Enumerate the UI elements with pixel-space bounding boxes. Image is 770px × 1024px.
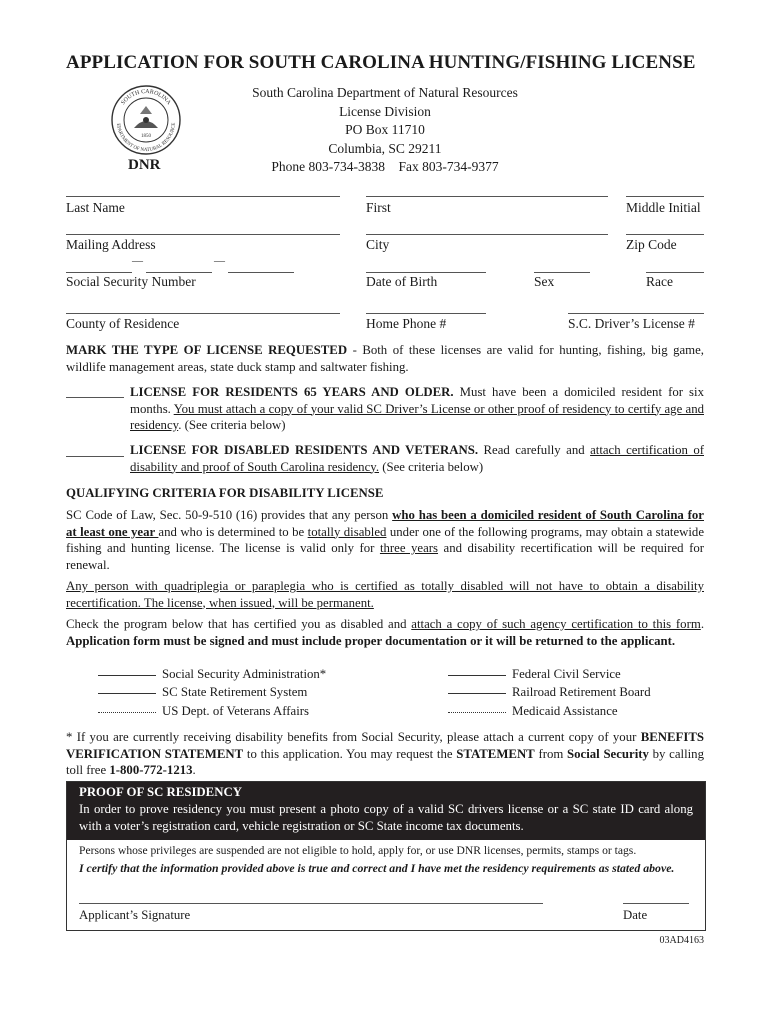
seal-ring-top: SOUTH CAROLINA [120,88,172,107]
program-ssa-blank[interactable] [98,675,156,676]
date-line[interactable] [623,903,689,904]
proof-text: In order to prove residency you must present a photo copy of a valid SC drivers license or a SC state ID card along with a voter’s registration card, vehicle registration or SC State income tax documents. [79,802,693,833]
race-label: Race [646,274,673,289]
agency-name: South Carolina Department of Natural Resources [252,85,518,100]
criteria-paragraph-1: SC Code of Law, Sec. 50-9-510 (16) provides that any person who has been a domiciled resident of South Carolina for at least one year and who is determined to be totally disabled under one of the following programs, may obtain a statewide fishing and hunting license. The license is valid only for three years and disability recertification will be required for renewal. [66,508,705,572]
dob-line[interactable] [366,272,486,273]
dob-label: Date of Birth [366,274,438,289]
license-disabled-checkbox-line[interactable] [66,456,124,457]
program-ssa[interactable]: Social Security Administration* [98,667,326,682]
program-medicaid-blank[interactable] [448,712,506,713]
dnr-seal-icon [110,84,182,156]
city-line[interactable] [366,234,608,235]
certify-statement: I certify that the information provided above is true and correct and I have met the residency requirements as stated above. [79,861,675,875]
home-phone-label: Home Phone # [366,316,447,331]
program-sc-retirement[interactable]: SC State Retirement System [98,685,307,700]
program-va[interactable]: US Dept. of Veterans Affairs [98,704,309,719]
license-65-description: LICENSE FOR RESIDENTS 65 YEARS AND OLDER. Must have been a domiciled resident for six months. You must attach a copy of your valid SC Driver’s License or other proof of residency to certify age and residency. (See criteria below) [130,385,704,432]
last-name-label: Last Name [66,200,125,215]
drivers-license-label: S.C. Driver’s License # [568,316,695,331]
signature-line[interactable] [79,903,543,904]
ssn-label: Social Security Number [66,274,196,289]
seal-year: 1850 [141,134,151,139]
zip-code-label: Zip Code [626,237,677,252]
criteria-paragraph-2: Any person with quadriplegia or paraplegia who is certified as totally disabled will not have to obtain a disability recertification. The license, when issued, will be permanent. [66,579,704,610]
program-federal-civil[interactable]: Federal Civil Service [448,667,621,682]
ssn-part-3-line[interactable] [228,272,294,273]
drivers-license-line[interactable] [568,313,704,314]
race-line[interactable] [646,272,704,273]
first-name-label: First [366,200,391,215]
agency-phone: Phone 803-734-3838 Fax 803-734-9377 [271,159,499,174]
proof-heading: PROOF OF SC RESIDENCY [79,785,242,799]
mailing-address-line[interactable] [66,234,340,235]
suspended-notice: Persons whose privileges are suspended are not eligible to hold, apply for, or use DNR licenses, permits, stamps or tags. [79,844,637,857]
dnr-logo-text: DNR [128,157,161,173]
mark-type-instructions: MARK THE TYPE OF LICENSE REQUESTED - Both of these licenses are valid for hunting, fishing, big game, wildlife management areas, state duck stamp and saltwater fishing. [66,343,704,374]
ssn-dash-1: — [132,255,143,267]
proof-header [67,782,705,840]
zip-code-line[interactable] [626,234,704,235]
mailing-address-label: Mailing Address [66,237,156,252]
program-medicaid[interactable]: Medicaid Assistance [448,704,618,719]
ssn-part-2-line[interactable] [146,272,212,273]
date-label: Date [623,908,648,922]
agency-city: Columbia, SC 29211 [328,140,442,156]
criteria-heading: QUALIFYING CRITERIA FOR DISABILITY LICENSE [66,486,384,500]
proof-of-residency-box [66,781,706,931]
criteria-paragraph-3: Check the program below that has certified you as disabled and attach a copy of such agency certification to this form. Application form must be signed and must include proper documentation or it will be returned to the applicant. [66,617,705,648]
ssn-dash-2: — [214,255,225,267]
home-phone-line[interactable] [366,313,486,314]
city-label: City [366,237,390,252]
program-railroad[interactable]: Railroad Retirement Board [448,685,651,700]
agency-division: License Division [339,103,431,119]
program-federal-civil-blank[interactable] [448,675,506,676]
form-code: 03AD4163 [659,935,704,946]
county-label: County of Residence [66,316,180,331]
benefits-paragraph: * If you are currently receiving disability benefits from Social Security, please attach a current copy of your BENEFITS VERIFICATION STATEMENT to this application. You may request the STATEMENT from Social Security by calling toll free 1-800-772-1213. [66,730,704,777]
seal-ring-bottom: EPARTMENT OF NATURAL RESOURCE [115,122,178,154]
program-sc-retirement-blank[interactable] [98,693,156,694]
last-name-line[interactable] [66,196,340,197]
license-65-checkbox-line[interactable] [66,397,124,398]
middle-initial-label: Middle Initial [626,200,701,215]
sex-label: Sex [534,274,555,289]
program-va-blank[interactable] [98,712,156,713]
agency-po-box: PO Box 11710 [345,122,425,137]
county-line[interactable] [66,313,340,314]
page-title: APPLICATION FOR SOUTH CAROLINA HUNTING/FISHING LICENSE [66,52,696,73]
license-disabled-description: LICENSE FOR DISABLED RESIDENTS AND VETERANS. Read carefully and attach certification of disability and proof of South Carolina residency. (See criteria below) [130,443,704,474]
sex-line[interactable] [534,272,590,273]
program-railroad-blank[interactable] [448,693,506,694]
agency-address [220,84,550,177]
signature-label: Applicant’s Signature [79,908,191,922]
first-name-line[interactable] [366,196,608,197]
ssn-part-1-line[interactable] [66,272,132,273]
middle-initial-line[interactable] [626,196,704,197]
